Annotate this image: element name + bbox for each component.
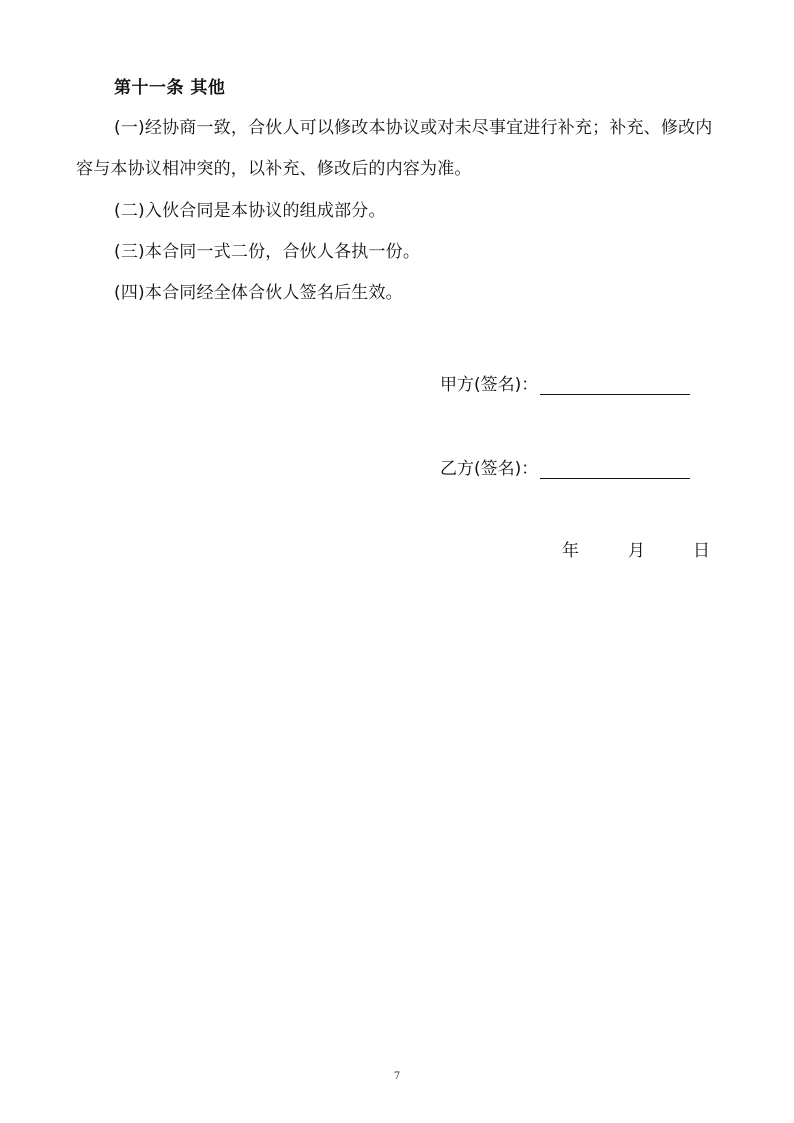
clause-2: (二)入伙合同是本协议的组成部分。 (114, 201, 386, 221)
clause-4: (四)本合同经全体合伙人签名后生效。 (114, 283, 403, 303)
page-number: 7 (393, 1071, 401, 1082)
party-b-signature (440, 454, 690, 479)
clause-1: (一)经协商一致，合伙人可以修改本协议或对未尽事宜进行补充；补充、修改内容与本协议相冲突的，以补充、修改后的内容为准。 (76, 118, 713, 179)
clause-3: (三)本合同一式二份，合伙人各执一份。 (114, 242, 421, 262)
article-heading: 第十一条 其他 (114, 78, 226, 98)
party-a-signature-line (540, 374, 690, 395)
party-b-signature-line (540, 458, 690, 479)
party-a-label: 甲方(签名)： (440, 375, 539, 395)
date-day-label: 日 (693, 541, 710, 561)
date-month-label: 月 (628, 541, 645, 561)
party-a-signature (440, 370, 690, 395)
party-b-label: 乙方(签名)： (440, 459, 539, 479)
date-year-label: 年 (562, 541, 579, 561)
